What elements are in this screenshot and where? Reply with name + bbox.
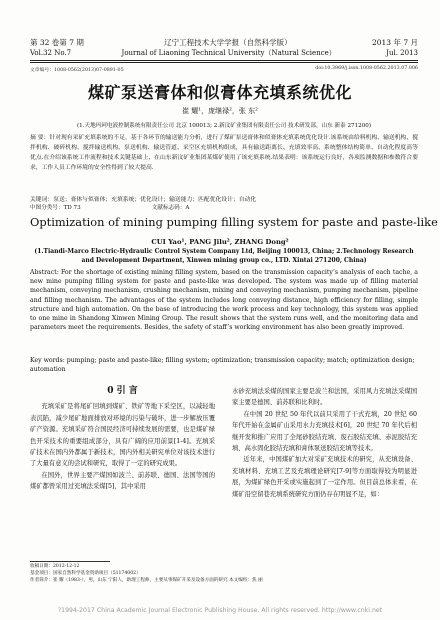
footnote-funding: 基金项目：国家自然科学基金资助项目（51174002） <box>30 571 141 576</box>
date-cn: 2013 年 7 月 <box>371 38 418 47</box>
paragraph: 水砂充填法采煤的国家主要是波兰和法国，采用风力充填法采煤国家主要是德国、前苏联和比利时。 <box>232 388 417 407</box>
paragraph: 充填采矿是将尾矿回填到煤矿、铁矿等地下采空区，以减轻地表沉陷，减少尾矿地面排放对环境的污染与破坏，进一步解放压覆矿产资源。充填采矿符合国民经济可持续发展的需要，也是煤矿绿色开采技术的重要组成部分，具有广阔的应用前景[1-4]。充填采矿技术在国内外都属于新技术，国内外相关研究单位对该技术进行了大量有意义的尝试和研究，取得了一定的研究成果。 <box>30 403 215 468</box>
date-en: Jul. 2013 <box>386 49 418 57</box>
paragraph: 近年来，中国煤矿加大对采矿充填技术的研究，从充填设备、充填材料、充填工艺及充填理论研究[7-9]等方面取得较为明显进展，为煤矿绿色开采或实施起到了一定作用。但目前总体来看，在煤矿沿空留巷充填系统研究方面仍存在明显不足，如： <box>232 456 417 498</box>
footnote-received: 收稿日期：2012-12-12 <box>30 564 80 569</box>
running-header <box>30 38 418 58</box>
authors-cn: 崔 耀¹，庞继禄²，张 东² <box>182 107 258 115</box>
classification-cn: 中图分类号：TD 73 文献标志码：A <box>30 205 190 211</box>
abstract-cn: 摘 要：针对现有采矿充填系统的不足，基于各环节的输送能力分析，进行了煤矿泵送膏体和似膏体充填系统优化设计.该系统由给料机构、输送机构、搅拌机构、破碎机构、搅拌输送机构、泵送机构、输送管道、采空区充填机构组成，具有输送距离长、充填效率高、系统整体结构简单、自动化程度高等优点.在介绍该系统工作流程和技术关键基础上，在山东新汶矿业集团某煤矿使用了该充填系统.结果表明：该系统运行良好，各项监测数据和参数符合要求，工作人员工作环境的安全性得到了较大提高. <box>30 135 418 171</box>
authors-en: CUI Yao¹, PANG Jilu², ZHANG Dong² <box>151 238 289 246</box>
abstract-en: Abstract: For the shortage of existing mining filling system, based on the transmission capacity’s analysis of each tache, a new mine pumping filling system for paste and paste-like was developed. The system was made up of filling material mechanism, conveying mechanism, crushing mechanism, mixing and conveying mechanism, pumping mechanism, pipeline and filling mechanism. The advantages of the system includes long conveying distance, high efficiency for filling, simple structure and high automation. On the base of introducing the work process and key technology, this system was applied to one mine in Shandong Xinwen Mining Group. The result shows that the system runs well, and the monitoring data and parameters meet the requirements. Besides, the safety of staff’s working environment has also been greatly improved. <box>30 269 418 332</box>
header-rule <box>30 60 418 61</box>
journal-name-en: Journal of Liaoning Technical University（Natural Science） <box>121 49 336 57</box>
paragraph: 在中国 20 世纪 50 年代以前只采用了干式充填，20 世纪 60 年代开始在金属矿山采用水力充填技术[6]，20 世纪 70 年代后相继开发和推广应用了全尾砂胶结充填、废石胶结充填、赤泥胶结充填、高水固化胶结充填和膏体泵送胶结充填等技术。 <box>232 410 417 453</box>
header-rule-thin <box>30 62 418 63</box>
body-right-column <box>232 386 417 500</box>
footnote-author: 作者简介：崔 耀（1983-），男，山东 宁阳人，助理工程师，主要从事煤矿开采及设备方面的研究 本文编校：焦 丽 <box>30 578 263 583</box>
keywords-en: Key words: pumping; paste and paste-like; filling system; optimization; transmission capacity; match; optimization design; automation <box>30 357 415 374</box>
title-en: Optimization of mining pumping filling system for paste and paste-like <box>30 215 438 229</box>
article-number: 文章编号：1008-0562(2013)07-0891-05 <box>30 68 124 73</box>
title-cn: 煤矿泵送膏体和似膏体充填系统优化 <box>87 83 352 102</box>
copyright-footer: ?1994-2017 China Academic Journal Electronic Publishing House. All rights reserved. http://www.cnki.net <box>57 607 383 614</box>
footnote-rule <box>30 561 110 562</box>
article-meta <box>30 66 418 73</box>
footnotes <box>30 563 418 584</box>
volume-cn: 第 32 卷第 7 期 <box>30 38 84 47</box>
section-heading: 0 引 言 <box>107 386 138 396</box>
keywords-cn: 关键词：泵送；膏体与似膏体；充填系统；优化设计；输送能力；匹配优化设计；自动化 <box>30 197 257 203</box>
journal-name-cn: 辽宁工程技术大学学报（自然科学版） <box>164 38 292 47</box>
doi: doi:10.3969/j.issn.1008-0562.2013.07.006 <box>315 66 418 71</box>
body-left-column <box>30 386 215 493</box>
paragraph: 在国外，世界主要产煤国如波兰、前苏联、德国、法国等国的煤矿都曾采用过充填法采煤[5]，其中采用 <box>30 471 215 491</box>
volume-en: Vol.32 No.7 <box>30 49 72 57</box>
affiliation-cn: (1.天地玛珂电液控制系统有限责任公司 北京 100013; 2.新汶矿业集团有限责任公司 技术研发部，山东 新泰 271200) <box>76 123 372 129</box>
affiliation-en: (1.Tiandi-Marco Electric-Hydraulic Control System Company Ltd, Beijing 100013, China; 2.Technology Research and Development Department, Xinwen mining group co., LTD. Xintai 271200, China) <box>34 248 414 264</box>
